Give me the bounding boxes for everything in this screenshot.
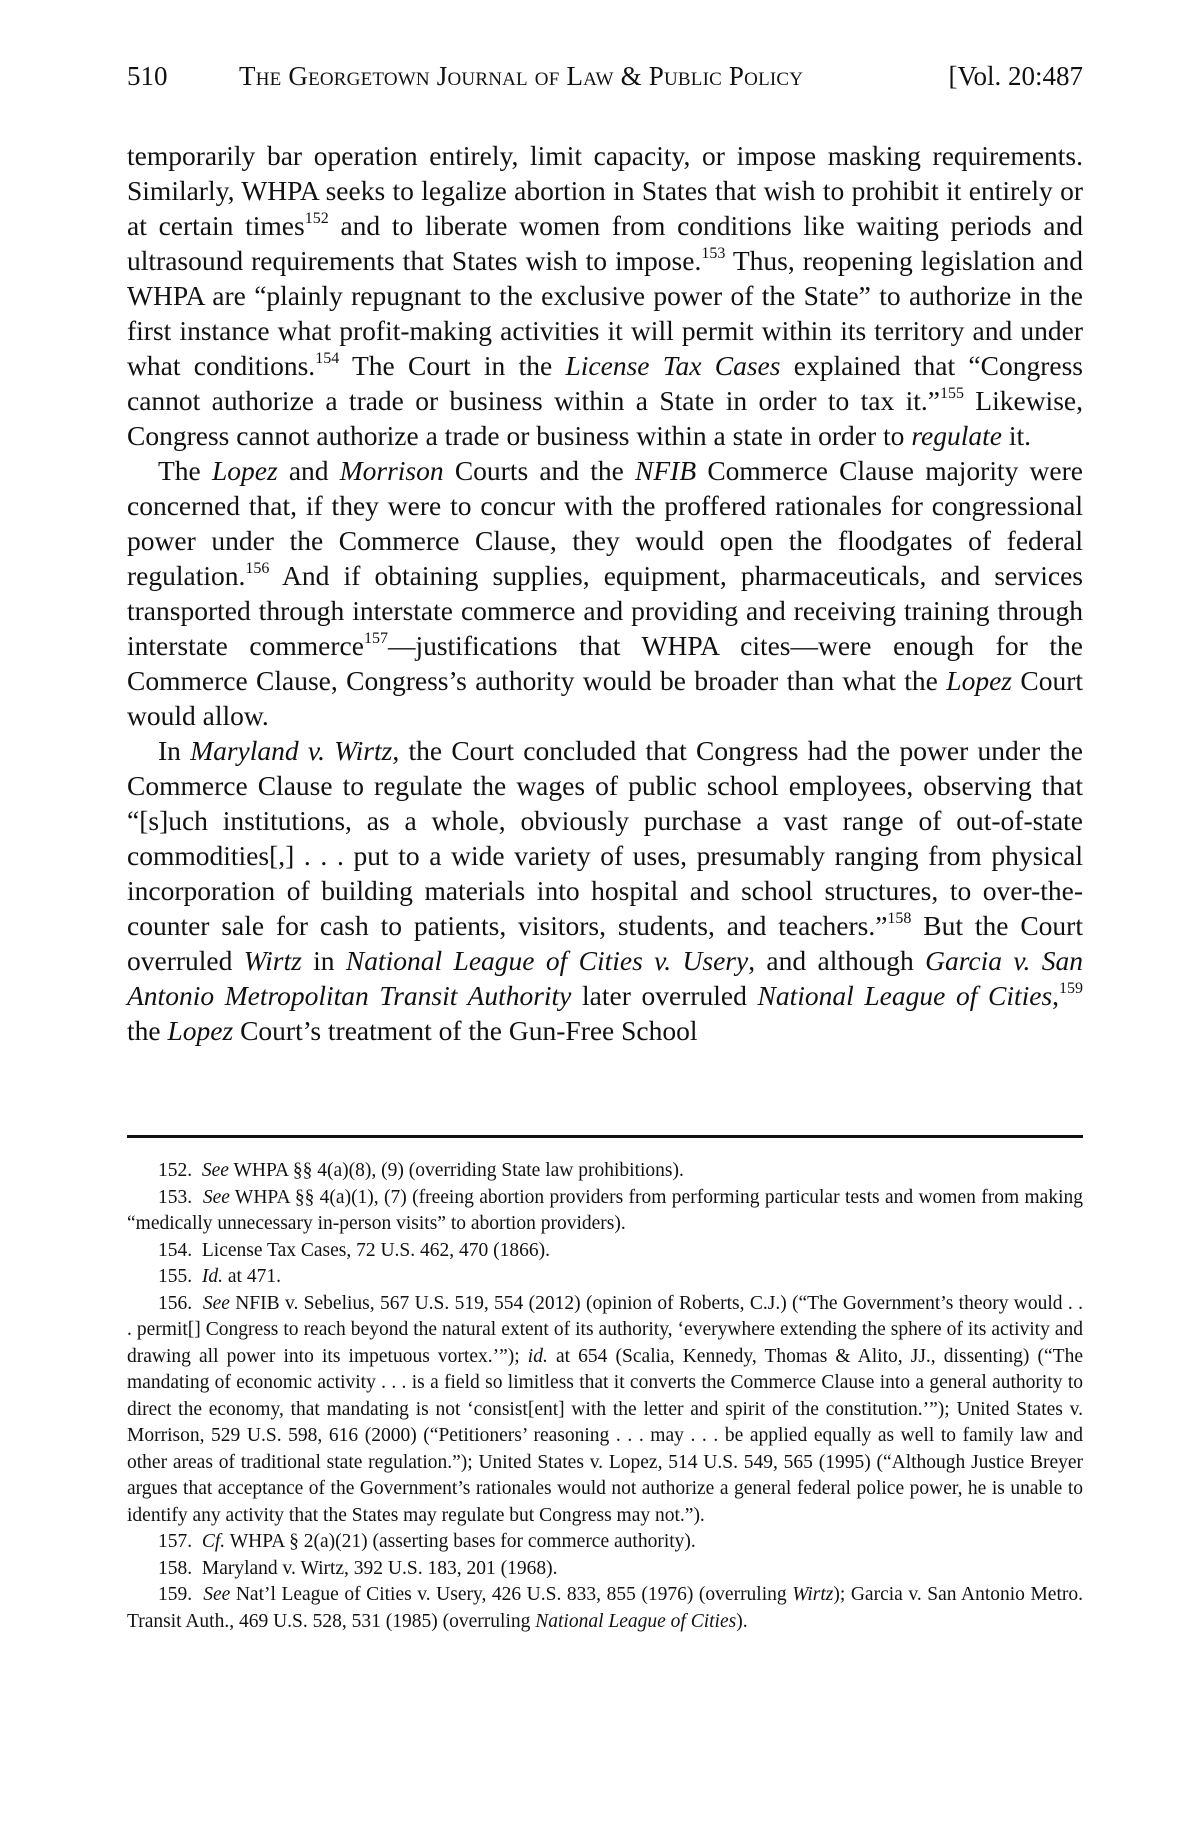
case-name: Wirtz [792,1584,834,1605]
text-run: WHPA §§ 4(a)(8), (9) (overriding State law prohibitions). [228,1160,684,1181]
text-run: License Tax Cases, 72 U.S. 462, 470 (1866). [201,1239,551,1261]
text-run: explained that “Congress cannot authorize a trade or business within a State in order to tax it.” [127,350,1083,416]
text-run: , [1052,980,1060,1011]
footnote-157 [127,1529,1083,1556]
text-run: Court would allow. [127,665,1084,731]
text-run: The [158,455,212,486]
footnote-number: 156. [158,1292,193,1314]
footnote-152 [127,1158,1083,1185]
volume-citation: [Vol. 20:487 [948,61,1083,91]
footnote-ref-154[interactable]: 154 [315,350,340,367]
main-text [127,138,1083,1048]
case-name: Maryland v. Wirtz [190,735,393,766]
signal: Cf. [201,1531,226,1552]
text-run: In [158,735,191,766]
text-run: at 654 (Scalia, Kennedy, Thomas & Alito, JJ., dissenting) (“The mandating of economic activity . . . is a field so limitless that it converts the Commerce Clause into a general authority to direct the economy, that mandating is not ‘consist[ent] with the letter and spirit of the constitution.’”); United States v. Morrison, 529 U.S. 598, 616 (2000) (“Petitioners’ reasoning . . . may . . . be applied equally as well to family law and other areas of traditional state regulation.”); United States v. Lopez, 514 U.S. 549, 565 (1995) (“Although Justice Breyer argues that acceptance of the Government’s rationales would not authorize a general federal police power, he is unable to identify any activity that the States may regulate but Congress may not.”). [127,1345,1083,1526]
footnote-ref-158[interactable]: 158 [887,910,912,927]
footnote-159 [127,1582,1083,1635]
case-name: Morrison [339,455,444,486]
footnote-number: 153. [158,1186,193,1208]
text-run: at 471. [223,1266,281,1287]
emphasis: regulate [911,420,1002,451]
text-run: and to liberate women from conditions like waiting periods and ultrasound requirements that States wish to impose. [127,210,1084,276]
text-run: Maryland v. Wirtz, 392 U.S. 183, 201 (1968). [201,1557,558,1579]
footnote-number: 154. [158,1239,193,1261]
text-run: ); Garcia v. San Antonio Metro. Transit Auth., 469 U.S. 528, 531 (1985) (overruling [127,1584,1083,1632]
signal: id. [527,1345,548,1367]
text-run: , the Court concluded that Congress had the power under the Commerce Clause to regulate the wages of public school employees, observing that “[s]uch institutions, as a whole, obviously purchase a vast range of out-of-state commodities[,] . . . put to a wide variety of uses, presumably ranging from physical incorporation of building materials into hospital and school structures, to over-the-counter sale for cash to patients, visitors, students, and teachers.” [127,735,1083,941]
text-run: Courts and the [443,455,636,486]
case-name: Garcia v. San Antonio Metropolitan Transit Authority [127,945,1083,1011]
case-name: National League of Cities [535,1610,737,1632]
paragraph-2 [127,453,1083,733]
text-run: But the Court overruled [127,910,1083,976]
case-name: License Tax Cases [565,350,781,381]
signal: See [201,1160,229,1181]
case-name: Lopez [167,1015,234,1046]
text-run: Thus, reopening legislation and WHPA are “plainly repugnant to the exclusive power of the State” to authorize in the first instance what profit-making activities it will permit within its territory and under what conditions. [127,245,1083,381]
running-header [127,56,1083,96]
footnote-number: 158. [158,1557,193,1579]
text-run: later overruled [571,980,758,1011]
page-number: 510 [127,61,168,91]
footnotes [127,1158,1083,1635]
case-name: National League of Cities v. Usery [345,945,749,976]
text-run: The Court in the [339,350,566,381]
footnote-ref-157[interactable]: 157 [363,630,388,647]
footnote-158 [127,1556,1083,1583]
footnote-153 [127,1185,1083,1238]
signal: See [202,1186,230,1208]
footnote-154 [127,1238,1083,1265]
footnote-155 [127,1264,1083,1291]
text-run: WHPA §§ 4(a)(1), (7) (freeing abortion providers from performing particular tests and women from making “medically unnecessary in-person visits” to abortion providers). [127,1186,1083,1234]
journal-title: The Georgetown Journal of Law & Public Policy [239,61,804,91]
text-run: and [277,455,340,486]
text-run: And if obtaining supplies, equipment, pharmaceuticals, and services transported through interstate commerce and providing and receiving training through interstate commerce [127,560,1083,661]
case-name: NFIB [635,455,697,486]
text-run: ). [736,1610,748,1632]
text-run: Nat’l League of Cities v. Usery, 426 U.S. 833, 855 (1976) (overruling [230,1584,793,1605]
footnote-156 [127,1291,1083,1530]
signal: Id. [201,1266,223,1287]
text-run: , and although [748,945,926,976]
footnote-ref-152[interactable]: 152 [304,210,329,227]
text-run: it. [1001,420,1031,451]
text-run: temporarily bar operation entirely, limit capacity, or impose masking requirements. Similarly, WHPA seeks to legalize abortion in States that wish to prohibit it entirely or at certain times [127,140,1083,241]
case-name: Lopez [946,665,1012,696]
text-run: Commerce Clause majority were concerned that, if they were to concur with the proffered rationales for congressional power under the Commerce Clause, they would open the floodgates of federal regulation. [127,455,1083,591]
footnote-ref-153[interactable]: 153 [701,245,726,262]
case-name: National League of Cities [757,980,1053,1011]
footnote-number: 152. [158,1160,193,1181]
text-run: the [127,1015,168,1046]
footnote-ref-159[interactable]: 159 [1059,980,1084,997]
footnote-number: 159. [158,1584,193,1605]
paragraph-3 [127,733,1083,1048]
signal: See [202,1292,230,1314]
footnote-ref-156[interactable]: 156 [245,560,270,577]
text-run: Likewise, Congress cannot authorize a trade or business within a state in order to [127,385,1083,451]
footnote-ref-155[interactable]: 155 [939,385,964,402]
case-name: Wirtz [243,945,302,976]
case-name: Lopez [211,455,278,486]
text-run: in [301,945,346,976]
footnote-number: 157. [158,1531,193,1552]
paragraph-1 [127,138,1083,453]
text-run: WHPA § 2(a)(21) (asserting bases for commerce authority). [225,1531,696,1552]
text-run: —justifications that WHPA cites—were enough for the Commerce Clause, Congress’s authority would be broader than what the [127,630,1083,696]
text-run: NFIB v. Sebelius, 567 U.S. 519, 554 (2012) (opinion of Roberts, C.J.) (“The Government’s theory would . . . permit[] Congress to reach beyond the natural extent of its authority, ‘everywhere extending the sphere of its activity and drawing all power into its impetuous vortex.’”); [127,1292,1083,1367]
signal: See [203,1584,231,1605]
footnote-number: 155. [158,1266,193,1287]
text-run: Court’s treatment of the Gun-Free School [233,1015,698,1046]
footnote-divider [127,1135,1083,1138]
